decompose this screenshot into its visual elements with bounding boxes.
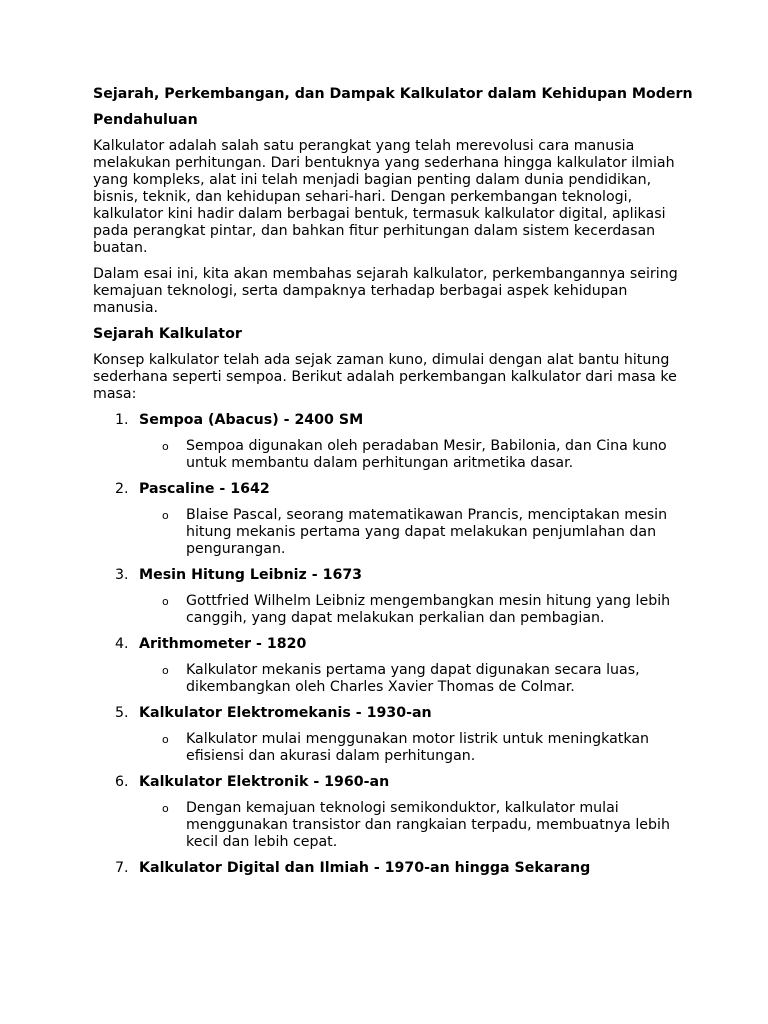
timeline-item-details xyxy=(93,662,693,696)
bullet-circle-icon: o xyxy=(162,802,169,815)
calculator-timeline-list xyxy=(93,412,693,877)
bullet-circle-icon: o xyxy=(162,733,169,746)
document-page xyxy=(93,86,693,886)
timeline-item xyxy=(93,705,693,765)
timeline-item-number: 2. xyxy=(115,481,129,497)
timeline-item-number: 7. xyxy=(115,860,129,876)
timeline-item-details xyxy=(93,800,693,851)
intro-paragraph-2: Dalam esai ini, kita akan membahas sejarah kalkulator, perkembangannya seiring kemajuan teknologi, serta dampaknya terhadap berbagai aspek kehidupan manusia. xyxy=(93,266,678,316)
timeline-item xyxy=(93,481,693,558)
timeline-item-heading xyxy=(93,705,693,722)
timeline-detail-text: Dengan kemajuan teknologi semikonduktor, kalkulator mulai menggunakan transistor dan rangkaian terpadu, membuatnya lebih kecil dan lebih cepat. xyxy=(186,800,670,850)
timeline-item-heading xyxy=(93,481,693,498)
timeline-detail xyxy=(93,731,693,765)
timeline-item-title: Kalkulator Elektronik - 1960-an xyxy=(139,774,390,790)
timeline-item-number: 1. xyxy=(115,412,129,428)
intro-paragraph-1: Kalkulator adalah salah satu perangkat yang telah merevolusi cara manusia melakukan perhitungan. Dari bentuknya yang sederhana hingga kalkulator ilmiah yang kompleks, alat ini telah menjadi bagian penting dalam dunia pendidikan, bisnis, teknik, dan kehidupan sehari-hari. Dengan perkembangan teknologi, kalkulator kini hadir dalam berbagai bentuk, termasuk kalkulator digital, aplikasi pada perangkat pintar, dan bahkan fitur perhitungan dalam sistem kecerdasan buatan. xyxy=(93,138,675,256)
timeline-detail xyxy=(93,800,693,851)
document-title: Sejarah, Perkembangan, dan Dampak Kalkulator dalam Kehidupan Modern xyxy=(93,86,693,102)
timeline-item-heading xyxy=(93,774,693,791)
timeline-item-title: Mesin Hitung Leibniz - 1673 xyxy=(139,567,363,583)
timeline-item-heading xyxy=(93,567,693,584)
timeline-detail-text: Gottfried Wilhelm Leibniz mengembangkan mesin hitung yang lebih canggih, yang dapat melakukan perkalian dan pembagian. xyxy=(186,593,671,626)
timeline-item-title: Sempoa (Abacus) - 2400 SM xyxy=(139,412,364,428)
timeline-item-title: Kalkulator Digital dan Ilmiah - 1970-an hingga Sekarang xyxy=(139,860,591,876)
timeline-item-number: 5. xyxy=(115,705,129,721)
timeline-detail xyxy=(93,662,693,696)
timeline-detail xyxy=(93,438,693,472)
timeline-item xyxy=(93,636,693,696)
timeline-item-title: Kalkulator Elektromekanis - 1930-an xyxy=(139,705,432,721)
timeline-item-details xyxy=(93,731,693,765)
timeline-item xyxy=(93,860,693,877)
timeline-detail xyxy=(93,507,693,558)
timeline-item-title: Arithmometer - 1820 xyxy=(139,636,307,652)
timeline-detail xyxy=(93,593,693,627)
timeline-item-number: 3. xyxy=(115,567,129,583)
intro-heading: Pendahuluan xyxy=(93,112,198,128)
bullet-circle-icon: o xyxy=(162,509,169,522)
timeline-item-number: 6. xyxy=(115,774,129,790)
timeline-item xyxy=(93,774,693,851)
history-heading: Sejarah Kalkulator xyxy=(93,326,242,342)
timeline-item-title: Pascaline - 1642 xyxy=(139,481,270,497)
history-paragraph: Konsep kalkulator telah ada sejak zaman kuno, dimulai dengan alat bantu hitung sederhana seperti sempoa. Berikut adalah perkembangan kalkulator dari masa ke masa: xyxy=(93,352,677,402)
timeline-detail-text: Kalkulator mulai menggunakan motor listrik untuk meningkatkan efisiensi dan akurasi dalam perhitungan. xyxy=(186,731,650,764)
timeline-item-details xyxy=(93,593,693,627)
timeline-item-heading xyxy=(93,412,693,429)
bullet-circle-icon: o xyxy=(162,595,169,608)
bullet-circle-icon: o xyxy=(162,440,169,453)
timeline-item-details xyxy=(93,507,693,558)
timeline-detail-text: Kalkulator mekanis pertama yang dapat digunakan secara luas, dikembangkan oleh Charles Xavier Thomas de Colmar. xyxy=(186,662,640,695)
bullet-circle-icon: o xyxy=(162,664,169,677)
timeline-item-heading xyxy=(93,860,693,877)
timeline-detail-text: Sempoa digunakan oleh peradaban Mesir, Babilonia, dan Cina kuno untuk membantu dalam perhitungan aritmetika dasar. xyxy=(186,438,667,471)
timeline-item xyxy=(93,412,693,472)
timeline-item xyxy=(93,567,693,627)
timeline-item-details xyxy=(93,438,693,472)
timeline-detail-text: Blaise Pascal, seorang matematikawan Prancis, menciptakan mesin hitung mekanis pertama yang dapat melakukan penjumlahan dan pengurangan. xyxy=(186,507,668,557)
timeline-item-heading xyxy=(93,636,693,653)
timeline-item-number: 4. xyxy=(115,636,129,652)
